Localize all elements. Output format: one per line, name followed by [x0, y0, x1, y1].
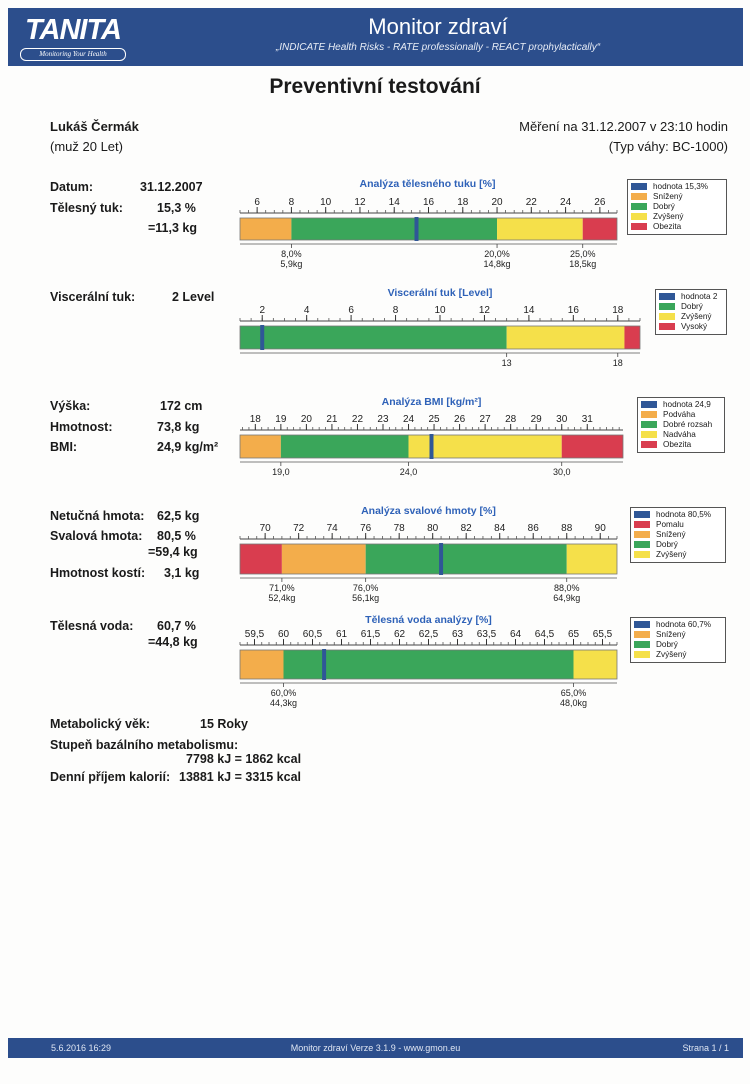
bone-mass-label: Hmotnost kostí: — [50, 566, 146, 580]
legend-label: Obezita — [653, 222, 682, 231]
tick-label: 78 — [393, 523, 405, 534]
legend-swatch — [634, 621, 650, 628]
tick-label: 24 — [560, 197, 572, 208]
legend-label: Zvýšený — [656, 550, 687, 559]
page-title: Preventivní testování — [269, 75, 481, 98]
daily-intake-label: Denní příjem kalorií: — [50, 770, 171, 784]
tick-label: 26 — [454, 414, 466, 425]
bmi-chart-title: Analýza BMI [kg/m²] — [381, 396, 482, 408]
tick-label: 10 — [434, 305, 446, 316]
muscle-mass-kg: =59,4 kg — [148, 545, 198, 559]
legend-swatch — [631, 223, 647, 230]
water-chart-title: Tělesná voda analýzy [%] — [365, 614, 492, 626]
range-segment-green — [366, 544, 567, 574]
bmr-value: 7798 kJ = 1862 kcal — [186, 752, 302, 766]
threshold-label: 30,0 — [552, 467, 571, 477]
tick-label: 2 — [259, 305, 266, 316]
threshold-kg-label: 5,9kg — [280, 259, 303, 269]
footer-version: Monitor zdraví Verze 3.1.9 - www.gmon.eu — [290, 1043, 461, 1053]
threshold-kg-label: 64,9kg — [553, 593, 581, 603]
legend-label: Nadváha — [663, 430, 696, 439]
tanita-logo — [14, 13, 132, 61]
tick-label: 61 — [335, 629, 348, 640]
legend-swatch — [641, 431, 657, 438]
legend-label: Dobré rozsah — [663, 420, 713, 429]
muscle-chart — [230, 519, 630, 603]
threshold-label: 88,0% — [553, 583, 580, 593]
tick-label: 62,5 — [418, 629, 439, 640]
bmr-label: Stupeň bazálního metabolismu: — [50, 738, 239, 752]
legend-item — [634, 530, 722, 540]
legend-item — [641, 430, 721, 440]
legend-label: Zvýšený — [681, 312, 712, 321]
threshold-label: 65,0% — [560, 688, 587, 698]
visceral-value: 2 Level — [172, 290, 215, 304]
threshold-kg-label: 44,3kg — [269, 698, 298, 708]
app-subtitle: „INDICATE Health Risks - RATE professionally - REACT prophylactically“ — [275, 42, 601, 53]
value-marker — [322, 649, 326, 680]
threshold-label: 25,0% — [569, 249, 596, 259]
legend-item — [634, 640, 722, 650]
tick-label: 12 — [354, 197, 366, 208]
tick-label: 6 — [254, 197, 260, 208]
legend-swatch — [631, 203, 647, 210]
range-segment-red — [240, 544, 282, 574]
tick-label: 61,5 — [360, 629, 381, 640]
legend-item — [634, 540, 722, 550]
value-marker — [260, 325, 264, 350]
tick-label: 28 — [505, 414, 517, 425]
tick-label: 20 — [300, 414, 312, 425]
height-label: Výška: — [50, 399, 91, 413]
value-marker — [430, 434, 434, 459]
daily-intake-value: 13881 kJ = 3315 kcal — [179, 770, 301, 784]
range-segment-yellow — [567, 544, 617, 574]
threshold-kg-label: 52,4kg — [268, 593, 296, 603]
bone-mass-value: 3,1 kg — [164, 566, 200, 580]
tick-label: 65 — [567, 629, 580, 640]
legend-item — [631, 212, 723, 222]
tick-label: 64,5 — [534, 629, 555, 640]
legend-label: Podváha — [663, 410, 696, 419]
body-fat-kg: =11,3 kg — [148, 221, 197, 235]
range-segment-green — [240, 326, 507, 349]
water-value: 60,7 % — [157, 619, 196, 633]
value-marker — [439, 543, 443, 575]
legend-item — [631, 222, 723, 232]
threshold-label: 71,0% — [269, 583, 295, 593]
legend-item — [634, 650, 722, 660]
legend-label: Snížený — [656, 530, 686, 539]
legend-item — [631, 182, 723, 192]
threshold-label: 24,0 — [399, 467, 418, 477]
legend-swatch — [631, 193, 647, 200]
threshold-label: 20,0% — [484, 249, 510, 259]
legend-label: Obezita — [663, 440, 692, 449]
tick-label: 59,5 — [244, 629, 265, 640]
range-segment-orange — [240, 218, 291, 240]
tick-label: 74 — [326, 523, 338, 534]
muscle-chart-legend — [630, 507, 726, 563]
range-segment-yellow — [497, 218, 583, 240]
tick-label: 60,5 — [302, 629, 323, 640]
tick-label: 82 — [460, 523, 472, 534]
range-segment-yellow — [507, 326, 625, 349]
body-fat-value: 15,3 % — [157, 201, 196, 215]
threshold-kg-label: 18,5kg — [569, 259, 597, 269]
legend-label: Dobrý — [656, 540, 678, 549]
tick-label: 24 — [402, 414, 415, 425]
legend-swatch — [641, 411, 657, 418]
legend-label: Pomalu — [656, 520, 684, 529]
footer-timestamp: 5.6.2016 16:29 — [51, 1043, 112, 1053]
tick-label: 62 — [393, 629, 406, 640]
range-segment-orange — [240, 650, 284, 679]
metabolic-age-label: Metabolický věk: — [50, 717, 151, 731]
water-chart — [230, 628, 630, 712]
legend-label: Snížený — [653, 192, 683, 201]
threshold-kg-label: 14,8kg — [483, 259, 511, 269]
tick-label: 4 — [303, 305, 310, 316]
legend-item — [641, 440, 721, 450]
threshold-label: 60,0% — [270, 688, 297, 698]
value-marker — [415, 217, 419, 241]
tick-label: 25 — [428, 414, 440, 425]
legend-swatch — [659, 323, 675, 330]
legend-item — [659, 312, 723, 322]
bmi-value: 24,9 kg/m² — [157, 440, 219, 454]
legend-label: Zvýšený — [656, 650, 687, 659]
legend-swatch — [634, 551, 650, 558]
fat-chart-legend — [627, 179, 727, 235]
legend-item — [659, 322, 723, 332]
tick-label: 14 — [388, 197, 400, 208]
tick-label: 8 — [392, 305, 399, 316]
threshold-label: 76,0% — [352, 583, 379, 593]
legend-swatch — [641, 401, 657, 408]
range-segment-green — [284, 650, 574, 679]
muscle-mass-label: Svalová hmota: — [50, 529, 143, 543]
tick-label: 29 — [530, 414, 542, 425]
threshold-kg-label: 48,0kg — [559, 698, 588, 708]
tick-label: 23 — [377, 414, 389, 425]
legend-swatch — [634, 651, 650, 658]
lean-mass-value: 62,5 kg — [157, 509, 200, 523]
legend-label: Snížený — [656, 630, 686, 639]
tick-label: 8 — [288, 197, 295, 208]
legend-label: Vysoký — [681, 322, 708, 331]
tick-label: 16 — [567, 305, 579, 316]
tick-label: 31 — [581, 414, 593, 425]
legend-label: hodnota 2 — [681, 292, 718, 301]
threshold-kg-label: 56,1kg — [352, 593, 380, 603]
tick-label: 19 — [275, 414, 287, 425]
person-details: (muž 20 Let) — [50, 139, 123, 154]
water-label: Tělesná voda: — [50, 619, 134, 633]
measurement-date: Měření na 31.12.2007 v 23:10 hodin — [519, 119, 728, 134]
legend-item — [631, 192, 723, 202]
range-segment-red — [583, 218, 617, 240]
logo-brand: TANITA — [24, 14, 121, 46]
range-segment-orange — [240, 435, 281, 458]
bmi-label: BMI: — [50, 440, 78, 454]
legend-item — [631, 202, 723, 212]
legend-swatch — [631, 213, 647, 220]
visceral-label: Viscerální tuk: — [50, 290, 136, 304]
legend-item — [634, 510, 722, 520]
legend-swatch — [631, 183, 647, 190]
height-value: 172 cm — [160, 399, 203, 413]
tick-label: 12 — [478, 305, 491, 316]
tick-label: 22 — [525, 197, 537, 208]
date-label: Datum: — [50, 180, 94, 194]
range-segment-red — [624, 326, 640, 349]
tick-label: 63 — [451, 629, 464, 640]
tick-label: 22 — [351, 414, 364, 425]
range-segment-green — [291, 218, 497, 240]
tick-label: 26 — [594, 197, 606, 208]
tick-label: 30 — [556, 414, 568, 425]
legend-label: hodnota 15,3% — [653, 182, 709, 191]
person-name: Lukáš Čermák — [50, 119, 139, 134]
tick-label: 72 — [293, 523, 305, 534]
tick-label: 84 — [494, 523, 506, 534]
bmi-chart — [230, 410, 630, 482]
range-segment-orange — [282, 544, 366, 574]
legend-swatch — [634, 531, 650, 538]
legend-swatch — [659, 303, 675, 310]
lean-mass-label: Netučná hmota: — [50, 509, 145, 523]
tick-label: 21 — [326, 414, 338, 425]
legend-swatch — [641, 441, 657, 448]
range-segment-green — [281, 435, 409, 458]
range-segment-yellow — [574, 650, 618, 679]
legend-item — [634, 520, 722, 530]
tick-label: 18 — [612, 305, 624, 316]
legend-item — [659, 302, 723, 312]
visceral-chart-legend — [655, 289, 727, 335]
footer-page: Strana 1 / 1 — [682, 1043, 729, 1053]
tick-label: 86 — [527, 523, 539, 534]
legend-swatch — [641, 421, 657, 428]
legend-item — [634, 550, 722, 560]
muscle-chart-title: Analýza svalové hmoty [%] — [361, 505, 496, 517]
legend-item — [634, 630, 722, 640]
tick-label: 76 — [360, 523, 372, 534]
legend-item — [641, 410, 721, 420]
weight-label: Hmotnost: — [50, 420, 113, 434]
threshold-label: 18 — [612, 358, 623, 368]
legend-swatch — [659, 313, 675, 320]
legend-item — [659, 292, 723, 302]
legend-swatch — [634, 641, 650, 648]
bmi-chart-legend — [637, 397, 725, 453]
legend-swatch — [634, 541, 650, 548]
visceral-chart — [230, 301, 650, 373]
visceral-chart-title: Viscerální tuk [Level] — [387, 287, 493, 299]
range-segment-red — [562, 435, 623, 458]
threshold-label: 19,0 — [272, 467, 290, 477]
legend-label: Dobrý — [681, 302, 703, 311]
legend-label: Zvýšený — [653, 212, 684, 221]
tick-label: 27 — [479, 414, 491, 425]
legend-item — [634, 620, 722, 630]
tick-label: 63,5 — [476, 629, 497, 640]
scale-type: (Typ váhy: BC-1000) — [608, 139, 728, 154]
tick-label: 20 — [491, 197, 503, 208]
tick-label: 18 — [457, 197, 469, 208]
tick-label: 18 — [249, 414, 261, 425]
weight-value: 73,8 kg — [157, 420, 200, 434]
logo-tagline: Monitoring Your Health — [20, 48, 126, 61]
water-chart-legend — [630, 617, 726, 663]
tick-label: 90 — [594, 523, 606, 534]
legend-swatch — [659, 293, 675, 300]
legend-item — [641, 420, 721, 430]
tick-label: 70 — [259, 523, 271, 534]
tick-label: 88 — [561, 523, 573, 534]
footer-bar — [8, 1038, 743, 1058]
tick-label: 6 — [348, 305, 354, 316]
tick-label: 60 — [277, 629, 290, 640]
tick-label: 14 — [523, 305, 535, 316]
legend-label: hodnota 80,5% — [656, 510, 712, 519]
app-title: Monitor zdraví — [368, 14, 508, 39]
legend-swatch — [634, 631, 650, 638]
legend-label: hodnota 24,9 — [663, 400, 711, 409]
legend-swatch — [634, 521, 650, 528]
water-kg: =44,8 kg — [148, 635, 198, 649]
threshold-label: 8,0% — [281, 249, 302, 259]
body-fat-label: Tělesný tuk: — [50, 201, 123, 215]
legend-label: Dobrý — [656, 640, 678, 649]
legend-label: Dobrý — [653, 202, 675, 211]
tick-label: 64 — [509, 629, 522, 640]
tick-label: 80 — [427, 523, 439, 534]
legend-label: hodnota 60,7% — [656, 620, 712, 629]
tick-label: 16 — [422, 197, 435, 208]
date-value: 31.12.2007 — [140, 180, 203, 194]
tick-label: 65,5 — [592, 629, 613, 640]
metabolic-age-value: 15 Roky — [200, 717, 248, 731]
legend-item — [641, 400, 721, 410]
header-bar — [8, 8, 743, 66]
muscle-mass-value: 80,5 % — [157, 529, 196, 543]
tick-label: 10 — [320, 197, 332, 208]
legend-swatch — [634, 511, 650, 518]
fat-chart-title: Analýza tělesného tuku [%] — [359, 178, 496, 190]
threshold-label: 13 — [501, 358, 512, 368]
fat-chart — [230, 192, 630, 274]
